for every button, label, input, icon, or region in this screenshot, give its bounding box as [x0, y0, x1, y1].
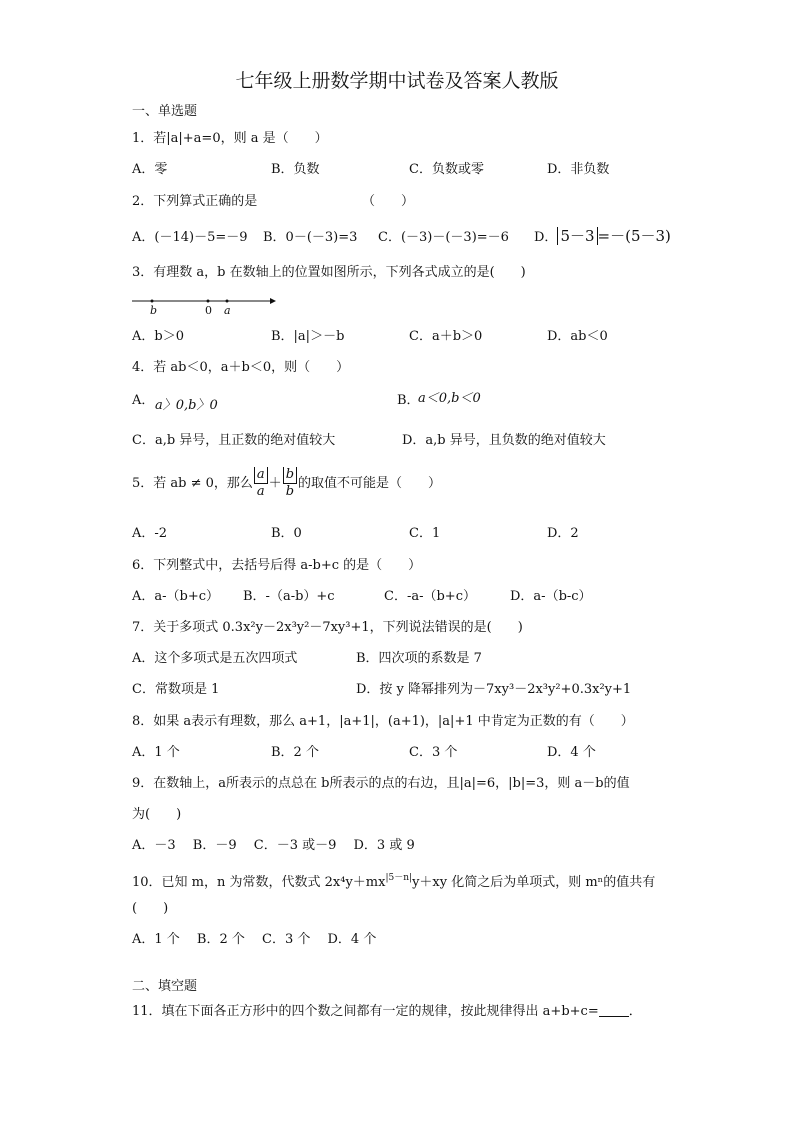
q5-stem-pre: 5．若 ab ≠ 0，那么 — [132, 476, 253, 491]
q6-option-b: B．-（a-b）+c — [243, 589, 335, 604]
axis-label-0: 0 — [205, 304, 212, 317]
q11-stem — [132, 1003, 642, 1021]
q5-option-d: D．2 — [547, 526, 579, 541]
q10-stem-post: y＋xy 化简之后为单项式，则 mⁿ的值共有 — [412, 875, 656, 890]
q5-option-b: B．0 — [271, 526, 302, 541]
q5-option-a: A．-2 — [132, 526, 168, 541]
fraction-abs-a-over-a — [254, 467, 268, 500]
q8-option-b: B．2 个 — [271, 745, 319, 760]
q2-d-label: D． — [534, 230, 558, 245]
q8-stem: 8．如果 a表示有理数，那么 a+1，|a+1|，(a+1)，|a|+1 中肯定为正数的有（ ） — [132, 714, 634, 729]
q4-option-d: D．a,b 异号，且负数的绝对值较大 — [402, 433, 606, 448]
q11-answer-blank[interactable] — [599, 1004, 629, 1017]
q10-options: A．1 个 B．2 个 C．3 个 D．4 个 — [132, 932, 377, 947]
q7-option-c: C．常数项是 1 — [132, 682, 220, 697]
q4-option-b-label: B． — [397, 393, 420, 408]
q8-option-a: A．1 个 — [132, 745, 180, 760]
q10-stem-pre: 10．已知 m，n 为常数，代数式 2x⁴y＋mx — [132, 875, 386, 890]
q1-option-a: A．零 — [132, 162, 168, 177]
q6-stem: 6．下列整式中，去括号后得 a-b+c 的是（ ） — [132, 558, 422, 573]
q10-stem — [132, 869, 655, 892]
q1-option-c: C．负数或零 — [409, 162, 484, 177]
q5-stem-post: 的取值不可能是（ ） — [298, 476, 442, 491]
number-line-arrow — [270, 298, 276, 304]
q2-d-rest: =－(5－3) — [597, 227, 671, 245]
q1-option-d: D．非负数 — [547, 162, 610, 177]
q5-stem — [132, 466, 441, 502]
fraction-abs-b-over-b — [283, 467, 297, 500]
q1-option-b: B．负数 — [271, 162, 320, 177]
q4-option-c: C．a,b 异号，且正数的绝对值较大 — [132, 433, 336, 448]
q10-paren: ( ) — [132, 901, 169, 916]
q2-d-abs: 5－3 — [557, 227, 597, 245]
axis-label-a: a — [224, 304, 231, 317]
q5-option-c: C．1 — [409, 526, 441, 541]
axis-label-b: b — [150, 304, 158, 317]
q2-option-d — [534, 227, 671, 247]
q9-stem-line1: 9．在数轴上，a所表示的点总在 b所表示的点的右边，且|a|=6，|b|=3，则 a－b的值 — [132, 776, 630, 791]
fraction1-denominator: a — [256, 484, 265, 499]
q6-option-a: A．a-（b+c） — [132, 589, 220, 604]
q4-option-a: a〉0,b〉0 — [155, 398, 218, 413]
q5-plus: ＋ — [268, 476, 282, 491]
q2-stem: 2．下列算式正确的是 — [132, 194, 258, 209]
q10-exponent: |5－n| — [385, 873, 413, 883]
q4-option-b: a＜0,b＜0 — [418, 391, 481, 406]
q2-paren: （ ） — [362, 194, 415, 209]
q1-stem: 1．若|a|+a=0，则 a 是（ ） — [132, 131, 328, 146]
page-title: 七年级上册数学期中试卷及答案人教版 — [235, 70, 559, 92]
section-single-choice: 一、单选题 — [132, 104, 198, 119]
q4-option-a-label: A． — [132, 393, 155, 408]
q7-option-b: B．四次项的系数是 7 — [356, 651, 482, 666]
q7-option-d: D．按 y 降幂排列为－7xy³－2x³y²+0.3x²y+1 — [356, 682, 632, 697]
q7-stem: 7．关于多项式 0.3x²y－2x³y²－7xy³+1，下列说法错误的是( ) — [132, 620, 523, 635]
q8-option-c: C．3 个 — [409, 745, 458, 760]
q9-options: A．－3 B．－9 C．－3 或－9 D．3 或 9 — [132, 838, 415, 853]
q2-option-c: C．(－3)－(－3)=－6 — [378, 230, 509, 245]
fraction1-numerator: a — [254, 467, 268, 484]
q6-option-d: D．a-（b-c） — [510, 589, 592, 604]
q7-option-a: A．这个多项式是五次四项式 — [132, 651, 298, 666]
fraction2-numerator: b — [283, 467, 297, 484]
q3-stem: 3．有理数 a，b 在数轴上的位置如图所示，下列各式成立的是( ) — [132, 265, 526, 280]
q3-option-b: B．|a|＞－b — [271, 329, 345, 344]
section-fill-blank: 二、填空题 — [132, 979, 198, 994]
q3-option-d: D．ab＜0 — [547, 329, 608, 344]
q8-option-d: D．4 个 — [547, 745, 596, 760]
q11-tail: ． — [628, 1004, 642, 1019]
q2-option-a: A．(－14)－5=－9 — [132, 230, 248, 245]
q3-option-a: A．b＞0 — [132, 329, 184, 344]
q2-option-b: B．0－(－3)=3 — [263, 230, 358, 245]
q11-stem-text: 11．填在下面各正方形中的四个数之间都有一定的规律，按此规律得出 a+b+c= — [132, 1004, 599, 1019]
q3-option-c: C．a＋b＞0 — [409, 329, 483, 344]
q6-option-c: C．-a-（b+c） — [384, 589, 476, 604]
fraction2-denominator: b — [285, 484, 295, 499]
q4-stem: 4．若 ab＜0，a＋b＜0，则（ ） — [132, 360, 350, 375]
q9-stem-line2: 为( ) — [132, 807, 182, 822]
